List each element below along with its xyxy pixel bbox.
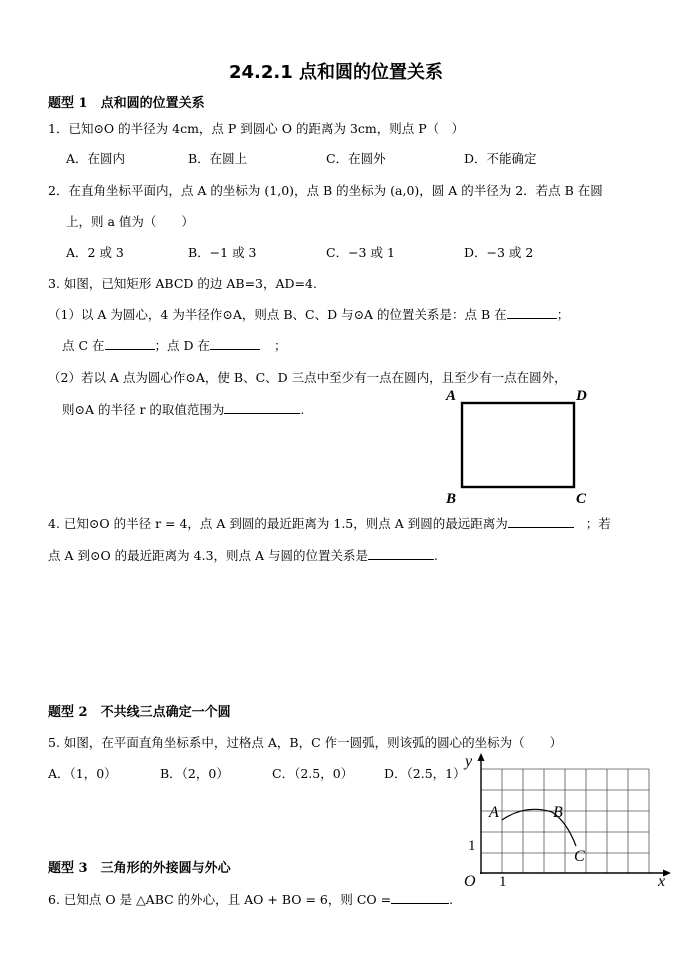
answer-blank-relation[interactable]	[368, 547, 434, 560]
q3-point-c-text: 点 C 在	[62, 338, 105, 353]
question-2-line-1: 2．在直角坐标平面内，点 A 的坐标为 (1,0)，点 B 的坐标为 (a,0)，圆 A 的半径为 2．若点 B 在圆	[48, 183, 603, 198]
q1-option-c: C．在圆外	[326, 151, 386, 166]
q2-option-a: A．2 或 3	[66, 245, 124, 260]
label-c: C	[576, 491, 587, 507]
q4-text-2-end: .	[434, 548, 438, 563]
section-heading-2: 题型 2 不共线三点确定一个圆	[48, 705, 231, 720]
question-3-line-3	[62, 336, 287, 354]
label-origin: O	[464, 873, 476, 887]
q5-option-c: C．（2.5，0）	[272, 766, 354, 781]
q2-option-b: B．−1 或 3	[188, 245, 257, 260]
label-b: B	[446, 491, 457, 507]
q3-part1-text: （1）以 A 为圆心，4 为半径作⊙A，则点 B、C、D 与⊙A 的位置关系是：点 B 在	[48, 307, 507, 322]
question-3-line-5	[62, 400, 304, 418]
q2-option-c: C．−3 或 1	[326, 245, 395, 260]
q5-option-d: D．（2.5，1）	[384, 766, 466, 781]
label-a: A	[446, 388, 457, 404]
q6-text-end: .	[449, 892, 454, 907]
answer-blank-c[interactable]	[105, 337, 155, 350]
question-2-line-2: 上，则 a 值为（ ）	[66, 214, 194, 229]
label-d: D	[576, 388, 587, 404]
q4-text-1-end: ；若	[585, 516, 611, 531]
q4-text-1: 4. 已知⊙O 的半径 r = 4，点 A 到圆的最近距离为 1.5，则点 A 到圆的最远距离为	[48, 516, 508, 531]
section-heading-1: 题型 1 点和圆的位置关系	[48, 96, 205, 111]
q3-part1-end: ；	[556, 307, 570, 322]
label-point-b: B	[553, 804, 563, 821]
q3-point-d-text: ；点 D 在	[154, 338, 210, 353]
question-4-line-1	[48, 514, 611, 532]
rectangle-figure	[440, 384, 600, 508]
label-point-c: C	[574, 848, 585, 865]
label-one-y: 1	[468, 838, 476, 854]
question-4-line-2	[48, 546, 438, 564]
answer-blank-d[interactable]	[210, 337, 260, 350]
q2-option-d: D．−3 或 2	[464, 245, 534, 260]
rectangle-abcd	[462, 403, 574, 487]
q3-part2-end: .	[300, 402, 305, 417]
label-point-a: A	[489, 804, 499, 821]
label-x: x	[658, 873, 666, 887]
question-3-line-4: （2）若以 A 点为圆心作⊙A，使 B、C、D 三点中至少有一点在圆内，且至少有一点在圆外，	[48, 370, 567, 385]
y-axis-arrow	[478, 753, 485, 761]
answer-blank-co[interactable]	[391, 891, 449, 904]
question-3-line-1: 3. 如图，已知矩形 ABCD 的边 AB=3，AD=4.	[48, 276, 317, 291]
q3-line3-end: ；	[274, 338, 287, 353]
q3-part2-text: 则⊙A 的半径 r 的取值范围为	[62, 402, 225, 417]
q1-option-a: A．在圆内	[66, 151, 126, 166]
grid-lines	[481, 769, 649, 873]
question-6-text	[48, 890, 453, 908]
label-one-x: 1	[499, 874, 507, 887]
q1-option-d: D．不能确定	[464, 151, 537, 166]
page-title: 24.2.1 点和圆的位置关系	[229, 62, 444, 83]
question-1-text: 1．已知⊙O 的半径为 4cm，点 P 到圆心 O 的距离为 3cm，则点 P（ ）	[48, 121, 465, 136]
q1-option-b: B．在圆上	[188, 151, 248, 166]
section-heading-3: 题型 3 三角形的外接圆与外心	[48, 861, 231, 876]
q6-text: 6. 已知点 O 是 △ABC 的外心，且 AO + BO = 6，则 CO =	[48, 892, 392, 907]
answer-blank-b[interactable]	[507, 306, 557, 319]
q5-option-a: A．（1，0）	[48, 766, 117, 781]
coordinate-grid-figure	[455, 752, 675, 887]
answer-blank-radius[interactable]	[224, 401, 300, 414]
question-5-text: 5. 如图，在平面直角坐标系中，过格点 A，B，C 作一圆弧，则该弧的圆心的坐标为（ ）	[48, 735, 563, 750]
answer-blank-farthest[interactable]	[508, 515, 574, 528]
q4-text-2: 点 A 到⊙O 的最近距离为 4.3，则点 A 与圆的位置关系是	[48, 548, 368, 563]
q5-option-b: B．（2，0）	[160, 766, 229, 781]
question-3-line-2	[48, 305, 569, 323]
label-y: y	[465, 753, 473, 770]
